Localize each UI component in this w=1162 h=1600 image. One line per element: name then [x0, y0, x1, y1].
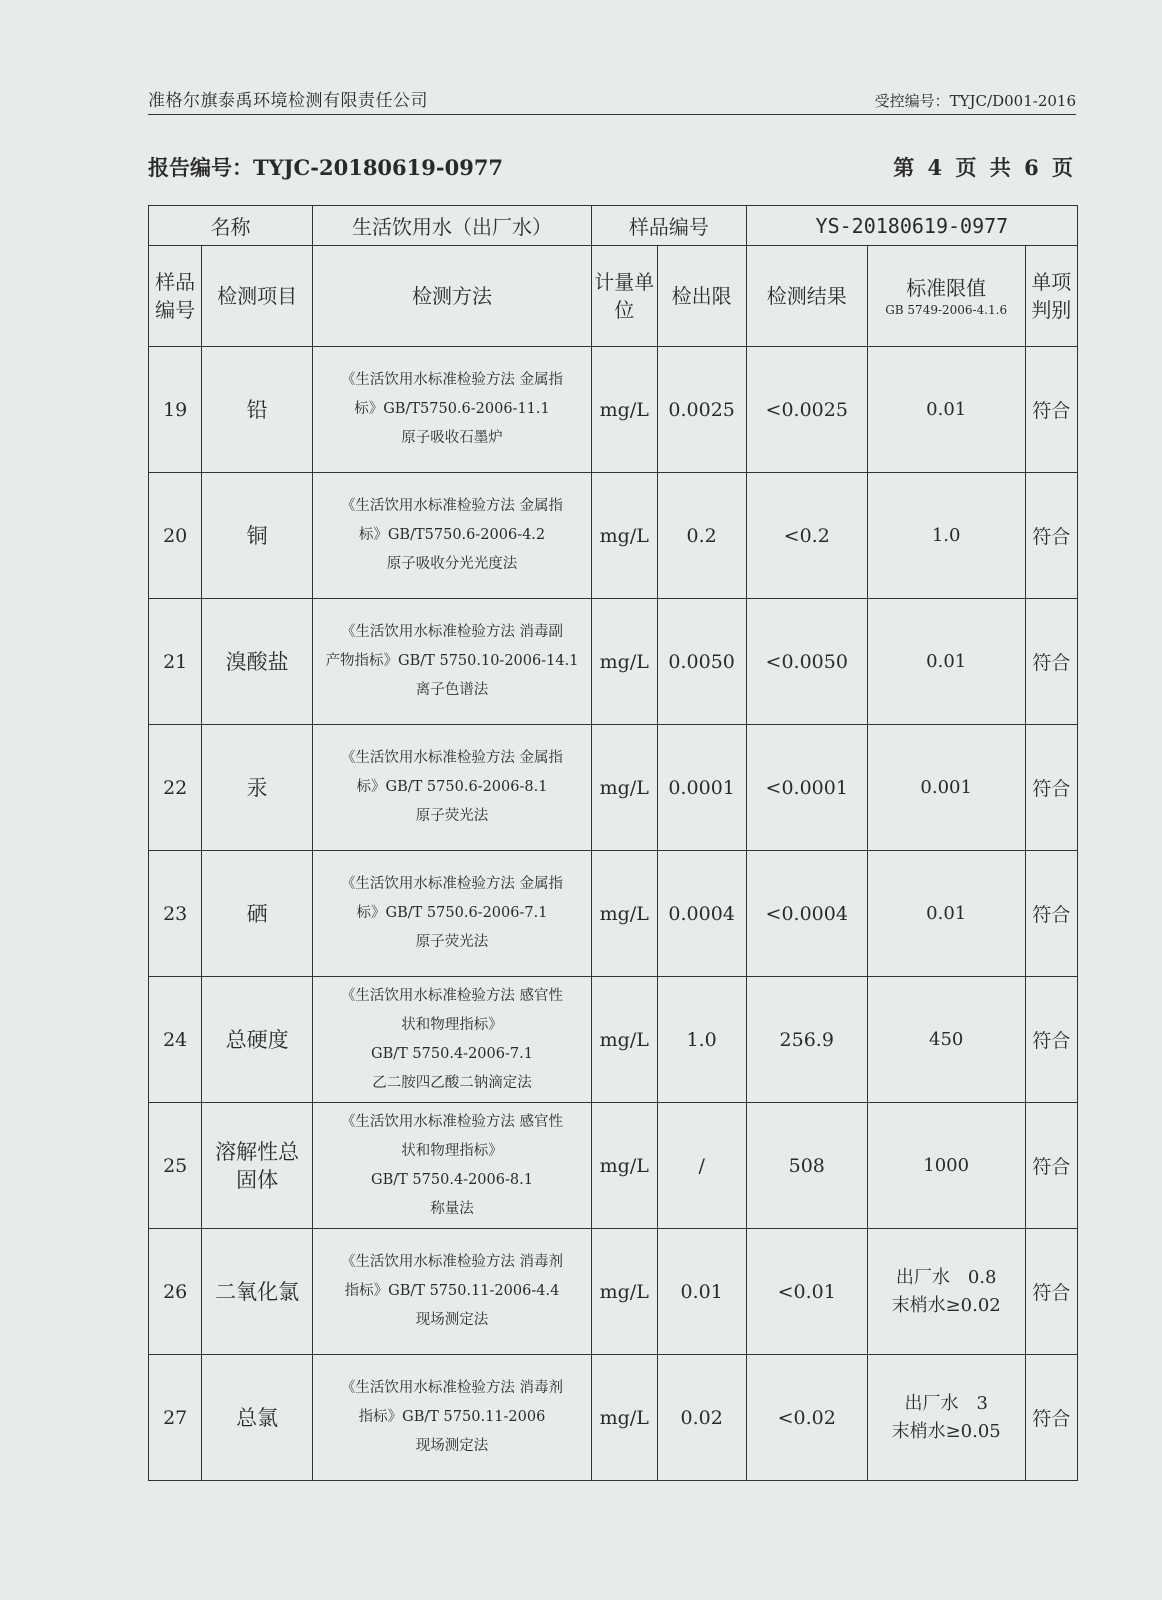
standard-line: 1.0 — [931, 524, 961, 546]
method-line: 原子荧光法 — [415, 808, 489, 824]
method-line: 现场测定法 — [415, 1312, 489, 1328]
cell-item: 溶解性总固体 — [202, 1103, 313, 1229]
table-row — [149, 1229, 1078, 1355]
method-line: 《生活饮用水标准检验方法 金属指 — [340, 876, 564, 892]
method-line: 标》GB/T5750.6-2006-11.1 — [354, 401, 550, 417]
table-row — [149, 977, 1078, 1103]
standard-line: 0.01 — [926, 902, 967, 924]
cell-standard — [867, 1355, 1025, 1481]
method-line: 标》GB/T 5750.6-2006-7.1 — [356, 905, 548, 921]
cell-unit: mg/L — [591, 347, 657, 473]
cell-method — [313, 725, 592, 851]
standard-line: 出厂水 3 — [904, 1392, 988, 1414]
cell-result: <0.0025 — [746, 347, 867, 473]
cell-item: 汞 — [202, 725, 313, 851]
cell-sample-no: 26 — [149, 1229, 202, 1355]
cell-detection-limit: 0.01 — [657, 1229, 746, 1355]
cell-detection-limit: 0.2 — [657, 473, 746, 599]
cell-result: <0.01 — [746, 1229, 867, 1355]
standard-line: 0.01 — [926, 650, 967, 672]
cell-judgement: 符合 — [1025, 473, 1077, 599]
cell-unit: mg/L — [591, 851, 657, 977]
table-row — [149, 347, 1078, 473]
report-line — [148, 152, 1076, 186]
cell-judgement: 符合 — [1025, 599, 1077, 725]
standard-line: 450 — [929, 1028, 964, 1050]
cell-standard — [867, 473, 1025, 599]
cell-sample-no: 27 — [149, 1355, 202, 1481]
cell-unit: mg/L — [591, 1355, 657, 1481]
sample-no-label: 样品编号 — [591, 206, 746, 246]
cell-judgement: 符合 — [1025, 347, 1077, 473]
cell-standard — [867, 347, 1025, 473]
method-line: 离子色谱法 — [415, 682, 489, 698]
method-line: 《生活饮用水标准检验方法 金属指 — [340, 750, 564, 766]
cell-judgement: 符合 — [1025, 1229, 1077, 1355]
cell-unit: mg/L — [591, 1103, 657, 1229]
cell-item: 总氯 — [202, 1355, 313, 1481]
cell-method — [313, 473, 592, 599]
cell-result: <0.0001 — [746, 725, 867, 851]
cell-sample-no: 19 — [149, 347, 202, 473]
cell-unit: mg/L — [591, 977, 657, 1103]
method-line: 《生活饮用水标准检验方法 消毒剂 — [340, 1380, 564, 1396]
col-sample-no: 样品编号 — [149, 246, 202, 347]
cell-result: 508 — [746, 1103, 867, 1229]
cell-item: 铜 — [202, 473, 313, 599]
method-line: 《生活饮用水标准检验方法 金属指 — [340, 498, 564, 514]
cell-method — [313, 1229, 592, 1355]
cell-detection-limit: 1.0 — [657, 977, 746, 1103]
col-result: 检测结果 — [746, 246, 867, 347]
method-line: 《生活饮用水标准检验方法 感官性 — [340, 987, 564, 1004]
method-line: GB/T 5750.4-2006-8.1 — [371, 1171, 533, 1188]
cell-judgement: 符合 — [1025, 725, 1077, 851]
standard-line: 0.01 — [926, 398, 967, 420]
page-header — [148, 86, 1076, 115]
cell-method — [313, 1103, 592, 1229]
cell-judgement: 符合 — [1025, 977, 1077, 1103]
standard-line: 末梢水≥0.02 — [891, 1294, 1001, 1316]
method-line: 状和物理指标》 — [401, 1016, 503, 1033]
cell-method — [313, 1355, 592, 1481]
cell-standard — [867, 977, 1025, 1103]
cell-sample-no: 25 — [149, 1103, 202, 1229]
cell-unit: mg/L — [591, 725, 657, 851]
name-label: 名称 — [149, 206, 313, 246]
method-line: GB/T 5750.4-2006-7.1 — [371, 1045, 533, 1062]
method-line: 产物指标》GB/T 5750.10-2006-14.1 — [325, 653, 579, 669]
table-row — [149, 599, 1078, 725]
method-line: 乙二胺四乙酸二钠滴定法 — [372, 1074, 532, 1091]
cell-result: 256.9 — [746, 977, 867, 1103]
cell-detection-limit: 0.0001 — [657, 725, 746, 851]
cell-sample-no: 21 — [149, 599, 202, 725]
method-line: 现场测定法 — [415, 1438, 489, 1454]
cell-standard — [867, 851, 1025, 977]
table-row — [149, 1103, 1078, 1229]
standard-line: 出厂水 0.8 — [895, 1266, 997, 1288]
cell-standard — [867, 1229, 1025, 1355]
sample-no-value: YS-20180619-0977 — [746, 206, 1077, 246]
table-row — [149, 851, 1078, 977]
method-line: 《生活饮用水标准检验方法 感官性 — [340, 1113, 564, 1130]
cell-standard — [867, 725, 1025, 851]
test-results-table — [148, 205, 1078, 1481]
cell-result: <0.2 — [746, 473, 867, 599]
method-line: 称量法 — [430, 1200, 474, 1217]
cell-result: <0.02 — [746, 1355, 867, 1481]
cell-item: 铅 — [202, 347, 313, 473]
cell-unit: mg/L — [591, 1229, 657, 1355]
col-judgement: 单项判别 — [1025, 246, 1077, 347]
method-line: 原子吸收分光光度法 — [386, 556, 518, 572]
col-detection-limit: 检出限 — [657, 246, 746, 347]
col-standard-label: 标准限值 — [906, 276, 987, 300]
method-line: 《生活饮用水标准检验方法 金属指 — [340, 372, 564, 388]
cell-unit: mg/L — [591, 599, 657, 725]
cell-standard — [867, 599, 1025, 725]
cell-detection-limit: 0.0050 — [657, 599, 746, 725]
cell-judgement: 符合 — [1025, 1103, 1077, 1229]
standard-line: 末梢水≥0.05 — [891, 1420, 1001, 1442]
method-line: 《生活饮用水标准检验方法 消毒剂 — [340, 1254, 564, 1270]
method-line: 标》GB/T5750.6-2006-4.2 — [358, 527, 546, 543]
cell-unit: mg/L — [591, 473, 657, 599]
cell-item: 硒 — [202, 851, 313, 977]
sample-name-row — [149, 206, 1078, 246]
cell-judgement: 符合 — [1025, 851, 1077, 977]
cell-sample-no: 23 — [149, 851, 202, 977]
cell-detection-limit: 0.0025 — [657, 347, 746, 473]
company-name: 准格尔旗泰禹环境检测有限责任公司 — [148, 91, 428, 111]
cell-detection-limit: 0.02 — [657, 1355, 746, 1481]
method-line: 指标》GB/T 5750.11-2006-4.4 — [344, 1283, 560, 1299]
col-item: 检测项目 — [202, 246, 313, 347]
method-line: 原子荧光法 — [415, 934, 489, 950]
method-line: 标》GB/T 5750.6-2006-8.1 — [356, 779, 548, 795]
col-unit: 计量单位 — [591, 246, 657, 347]
report-number: 报告编号：TYJC-20180619-0977 — [148, 155, 504, 180]
name-value: 生活饮用水（出厂水） — [313, 206, 592, 246]
table-row — [149, 725, 1078, 851]
control-number: 受控编号：TYJC/D001-2016 — [874, 92, 1076, 110]
cell-standard — [867, 1103, 1025, 1229]
cell-method — [313, 977, 592, 1103]
standard-line: 0.001 — [920, 776, 972, 798]
cell-sample-no: 24 — [149, 977, 202, 1103]
page-number: 第 4 页 共 6 页 — [893, 155, 1076, 180]
method-line: 《生活饮用水标准检验方法 消毒副 — [340, 624, 564, 640]
cell-result: <0.0050 — [746, 599, 867, 725]
col-method: 检测方法 — [313, 246, 592, 347]
col-standard — [867, 246, 1025, 347]
cell-detection-limit: / — [657, 1103, 746, 1229]
table-row — [149, 1355, 1078, 1481]
column-header-row — [149, 246, 1078, 347]
cell-item: 总硬度 — [202, 977, 313, 1103]
cell-detection-limit: 0.0004 — [657, 851, 746, 977]
method-line: 指标》GB/T 5750.11-2006 — [358, 1409, 546, 1425]
cell-judgement: 符合 — [1025, 1355, 1077, 1481]
cell-item: 二氧化氯 — [202, 1229, 313, 1355]
col-standard-ref: GB 5749-2006-4.1.6 — [885, 303, 1008, 317]
cell-method — [313, 599, 592, 725]
cell-method — [313, 347, 592, 473]
method-line: 状和物理指标》 — [401, 1142, 503, 1159]
cell-method — [313, 851, 592, 977]
table-row — [149, 473, 1078, 599]
cell-sample-no: 20 — [149, 473, 202, 599]
method-line: 原子吸收石墨炉 — [401, 430, 503, 446]
cell-item: 溴酸盐 — [202, 599, 313, 725]
cell-result: <0.0004 — [746, 851, 867, 977]
cell-sample-no: 22 — [149, 725, 202, 851]
standard-line: 1000 — [923, 1154, 970, 1176]
